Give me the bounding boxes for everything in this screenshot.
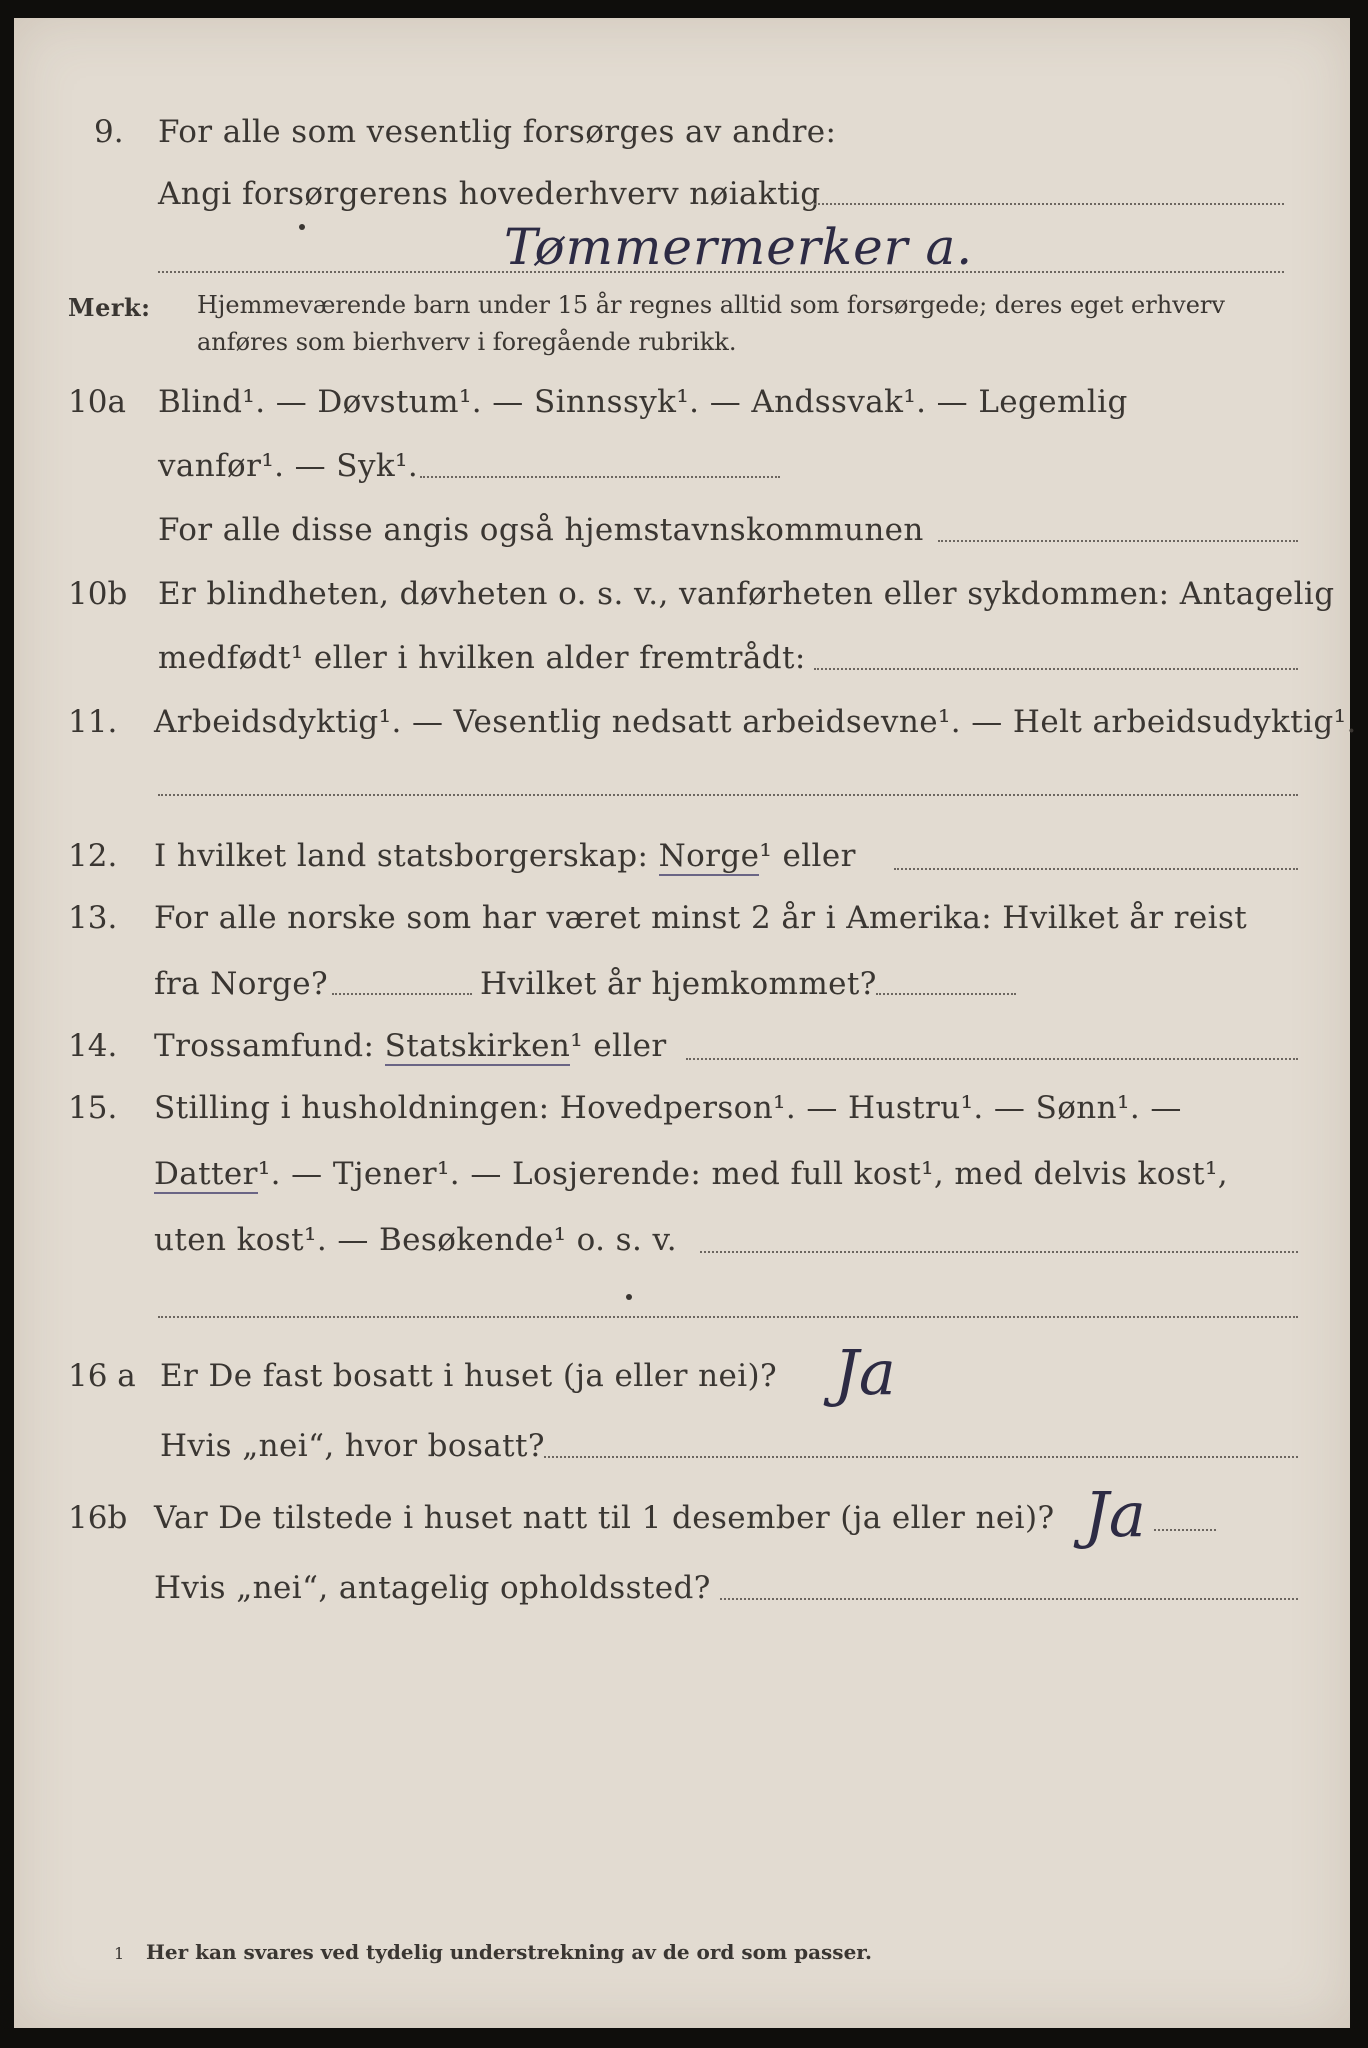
- q10a-hometown-dotted-line: [938, 540, 1298, 542]
- q12-prefix: I hvilket land statsborgerskap:: [154, 838, 649, 874]
- q12-sup: ¹: [759, 838, 773, 874]
- q14-dotted-line: [686, 1058, 1298, 1060]
- q14-prefix: Trossamfund:: [154, 1028, 375, 1064]
- q16a-dotted-line: [544, 1456, 1298, 1458]
- footnote-mark: 1: [114, 1944, 125, 1963]
- q13-year-returned-dotted-line: [876, 993, 1016, 995]
- q13-line2a: fra Norge?: [154, 966, 329, 1002]
- q11-number: 11.: [68, 704, 118, 740]
- q14-suffix: eller: [593, 1028, 667, 1064]
- q16a-number: 16 a: [68, 1358, 136, 1394]
- q13-number: 13.: [68, 900, 118, 936]
- census-form-page: [14, 18, 1357, 2028]
- q10a-number: 10a: [68, 384, 126, 420]
- q11-line1: Arbeidsdyktig¹. — Vesentlig nedsatt arbeidsevne¹. — Helt arbeidsudyktig¹.: [154, 704, 1357, 740]
- q15-line1: Stilling i husholdningen: Hovedperson¹. — Hustru¹. — Sønn¹. —: [154, 1090, 1182, 1126]
- q10a-dotted-line: [420, 476, 780, 478]
- q9-answer-dotted-line: [809, 203, 1284, 205]
- q15-extra-dotted-line: [158, 1316, 1298, 1318]
- q12-number: 12.: [68, 838, 118, 874]
- ink-dot: [626, 1294, 632, 1300]
- q9-line1: For alle som vesentlig forsørges av andre:: [158, 114, 837, 150]
- q9-line2: Angi forsørgerens hovederhverv nøiaktig: [158, 176, 821, 212]
- ink-dot: [299, 224, 305, 230]
- q10a-line2: vanfør¹. — Syk¹.: [158, 448, 419, 484]
- q15-number: 15.: [68, 1090, 118, 1126]
- q10b-line2: medfødt¹ eller i hvilken alder fremtrådt:: [158, 640, 806, 676]
- footnote-text: Her kan svares ved tydelig understrekning av de ord som passer.: [146, 1940, 872, 1964]
- q14-number: 14.: [68, 1028, 118, 1064]
- q14-sup: ¹: [570, 1028, 584, 1064]
- q16b-dotted-line: [1154, 1529, 1216, 1531]
- q15-line2-rest: ¹. — Tjener¹. — Losjerende: med full kost¹, med delvis kost¹,: [257, 1156, 1229, 1192]
- q15-line3: uten kost¹. — Besøkende¹ o. s. v.: [154, 1222, 677, 1258]
- q10a-line1: Blind¹. — Døvstum¹. — Sinnssyk¹. — Andssvak¹. — Legemlig: [158, 384, 1128, 420]
- q16b-line1: Var De tilstede i huset natt til 1 desember (ja eller nei)?: [154, 1500, 1055, 1536]
- q10b-number: 10b: [68, 576, 128, 612]
- q15-selected-datter: Datter: [154, 1156, 258, 1192]
- q14-text: [154, 1028, 667, 1064]
- q16b-handwritten-answer: Ja: [1084, 1478, 1146, 1551]
- q13-line2b: Hvilket år hjemkommet?: [480, 966, 877, 1002]
- q14-selected-statskirken: Statskirken: [384, 1028, 571, 1064]
- merk-label: Merk:: [68, 293, 151, 322]
- q12-dotted-line: [894, 868, 1298, 870]
- q10a-line3: For alle disse angis også hjemstavnskommunen: [158, 512, 924, 548]
- merk-line2: anføres som bierhverv i foregående rubrikk.: [197, 328, 737, 356]
- q16a-line2: Hvis „nei“, hvor bosatt?: [160, 1428, 545, 1464]
- q16b-line2: Hvis „nei“, antagelig opholdssted?: [154, 1570, 711, 1606]
- q16b-opholdssted-dotted-line: [720, 1598, 1298, 1600]
- q13-year-left-dotted-line: [332, 993, 472, 995]
- merk-line1: Hjemmeværende barn under 15 år regnes alltid som forsørgede; deres eget erhverv: [197, 291, 1225, 319]
- q10b-line1: Er blindheten, døvheten o. s. v., vanførheten eller sykdommen: Antagelig: [158, 576, 1335, 612]
- q12-text: [154, 838, 856, 874]
- q12-selected-norge: Norge: [658, 838, 760, 874]
- q13-line1: For alle norske som har været minst 2 år i Amerika: Hvilket år reist: [154, 900, 1248, 936]
- q9-handwritten-answer: Tømmermerker a.: [504, 218, 974, 276]
- q9-number: 9.: [94, 114, 124, 150]
- q16a-line1: Er De fast bosatt i huset (ja eller nei)?: [160, 1358, 778, 1394]
- q11-dotted-line: [158, 794, 1298, 796]
- q15-line2: [154, 1156, 1228, 1192]
- q12-suffix: eller: [782, 838, 856, 874]
- q16a-handwritten-answer: Ja: [834, 1336, 896, 1409]
- q16b-number: 16b: [68, 1500, 128, 1536]
- q10b-dotted-line: [814, 668, 1298, 670]
- q15-dotted-line: [700, 1251, 1298, 1253]
